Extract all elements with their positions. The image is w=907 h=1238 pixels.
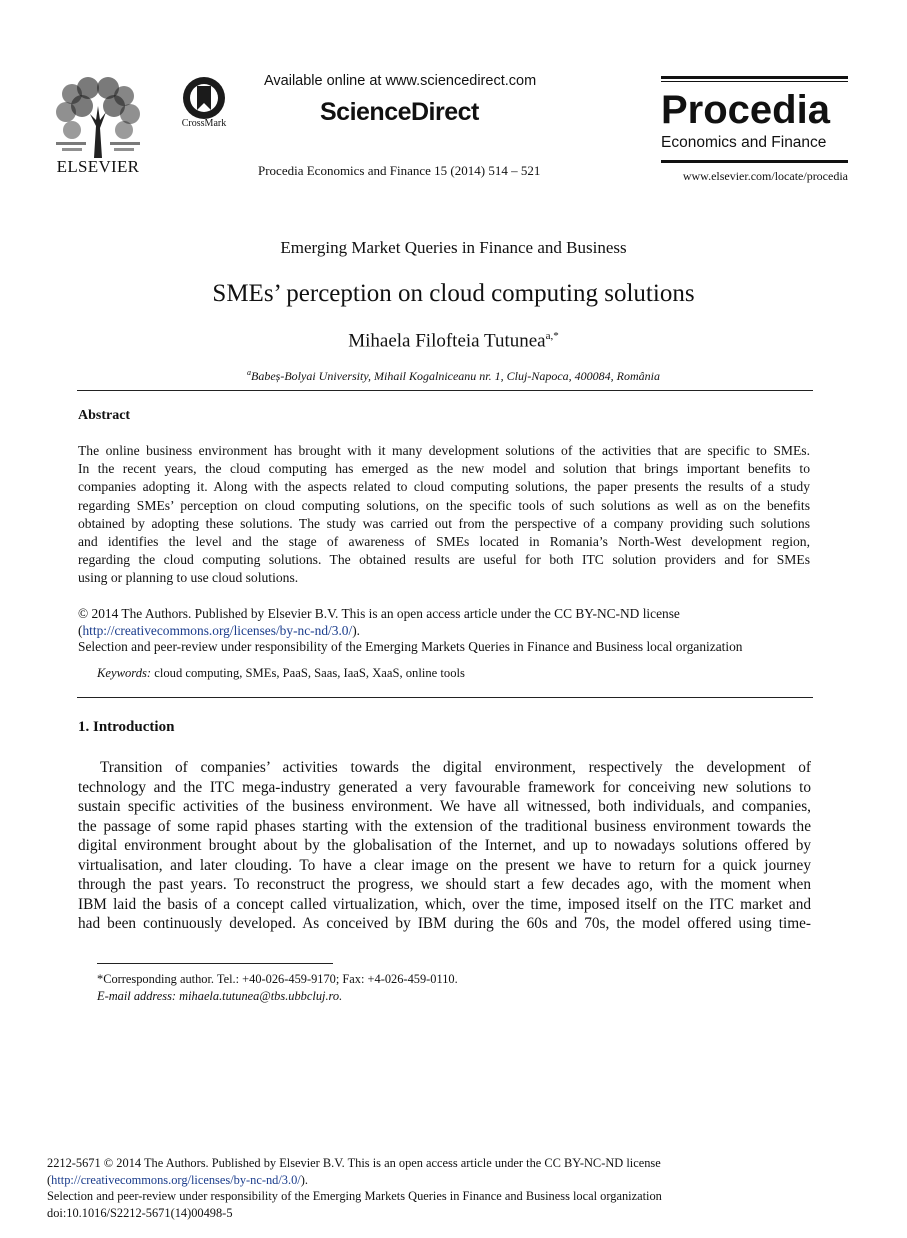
publisher-name: ELSEVIER bbox=[56, 157, 140, 176]
body-line: digital environment brought about by the globalisation of the Internet, and up to nowadays solutions offered by bbox=[78, 837, 811, 854]
body-line: technology and the ITC mega-industry generated a very favourable framework for conceiving new solutions to bbox=[78, 778, 811, 796]
issn-line: 2212-5671 © 2014 The Authors. Published by Elsevier B.V. This is an open access article under the CC BY-NC-ND license bbox=[47, 1156, 661, 1170]
body-line: the passage of some rapid phases starting with the extension of the traditional business environment towards the bbox=[78, 817, 811, 835]
author-line bbox=[0, 330, 907, 352]
email-line bbox=[97, 988, 458, 1005]
bottom-notice bbox=[47, 1155, 662, 1221]
corresponding-author: *Corresponding author. Tel.: +40-026-459-9170; Fax: +4-026-459-0110. bbox=[97, 972, 458, 986]
author-superscript: a,* bbox=[545, 330, 559, 342]
body-line: virtualisation, and later clouding. To have a clear image on the present we have to return for a quick journey bbox=[78, 856, 811, 874]
crossmark-icon[interactable] bbox=[182, 76, 226, 120]
journal-url[interactable]: www.elsevier.com/locate/procedia bbox=[682, 169, 848, 183]
journal-citation: Procedia Economics and Finance 15 (2014) 514 – 521 bbox=[258, 163, 541, 178]
journal-logo bbox=[661, 76, 848, 184]
peer-review-text: Selection and peer-review under responsibility of the Emerging Markets Queries in Finance and Business local organization bbox=[78, 639, 743, 654]
body-line: IBM laid the basis of a concept called virtualization, which, over the time, imposed itself on the ITC market and bbox=[78, 895, 811, 913]
body-line: Transition of companies’ activities towards the digital environment, respectively the development of bbox=[100, 759, 811, 776]
abstract-line: obtained by adopting these solutions. The study was carried out from the perspective of a company providing such solutions bbox=[78, 515, 810, 531]
abstract-line: and identifies the level and the stage of awareness of SMEs located in Romania’s North-West development region, bbox=[78, 534, 810, 550]
abstract-line: companies adopting it. Along with the aspects related to cloud computing solutions, the paper presents the results of a study bbox=[78, 479, 810, 495]
body-line: through the past years. To reconstruct the progress, we should start a few decades ago, with the moment when bbox=[78, 876, 811, 893]
bottom-license-line: (http://creativecommons.org/licenses/by-nc-nd/3.0/). bbox=[47, 1172, 308, 1187]
abstract-body bbox=[78, 442, 810, 588]
license-link[interactable]: http://creativecommons.org/licenses/by-nc-nd/3.0/ bbox=[82, 622, 353, 638]
abstract-heading: Abstract bbox=[78, 408, 131, 423]
abstract-line: using or planning to use cloud solutions. bbox=[78, 570, 299, 586]
divider bbox=[77, 697, 813, 698]
article-title: SMEs’ perception on cloud computing solutions bbox=[212, 280, 695, 307]
available-online-text: Available online at www.sciencedirect.com bbox=[264, 73, 537, 89]
doi[interactable]: doi:10.1016/S2212-5671(14)00498-5 bbox=[47, 1205, 233, 1220]
journal-subtitle: Economics and Finance bbox=[661, 134, 827, 151]
affiliation bbox=[0, 368, 907, 384]
abstract-line: The online business environment has brought with it many development solutions of the activities that are specific to SMEs. bbox=[78, 443, 810, 458]
bottom-peer-review: Selection and peer-review under responsibility of the Emerging Markets Queries in Finance and Business local organization bbox=[47, 1189, 662, 1203]
journal-title: Procedia bbox=[661, 88, 830, 132]
divider bbox=[661, 81, 848, 82]
keywords-text: cloud computing, SMEs, PaaS, Saas, IaaS, XaaS, online tools bbox=[154, 666, 465, 680]
copyright-block bbox=[78, 606, 818, 656]
footnote bbox=[97, 971, 458, 1005]
copyright-text: © 2014 The Authors. Published by Elsevier B.V. This is an open access article under the CC BY-NC-ND license bbox=[78, 606, 680, 621]
body-line: had been continuously developed. As conceived by IBM during the 60s and 70s, the model offered using time- bbox=[78, 915, 811, 932]
bottom-license-link[interactable]: http://creativecommons.org/licenses/by-nc-nd/3.0/ bbox=[51, 1172, 301, 1187]
divider bbox=[77, 390, 813, 391]
elsevier-tree-logo-icon bbox=[52, 76, 144, 158]
affiliation-superscript: a bbox=[247, 368, 252, 377]
divider bbox=[661, 160, 848, 163]
footnote-divider bbox=[97, 963, 333, 964]
keywords bbox=[97, 666, 465, 681]
abstract-line: regarding SMEs’ perception on cloud computing solutions, on the specific tools of such solutions as well as on the benefits bbox=[78, 497, 810, 513]
section-heading: 1. Introduction bbox=[78, 719, 175, 735]
email-label: E-mail address: bbox=[97, 989, 177, 1003]
keywords-label: Keywords: bbox=[97, 666, 152, 680]
license-line: (http://creativecommons.org/licenses/by-nc-nd/3.0/). bbox=[78, 622, 361, 638]
abstract-line: In the recent years, the cloud computing has emerged as the new model and solution that brings important benefits to bbox=[78, 461, 810, 477]
divider bbox=[661, 76, 848, 79]
crossmark-label: CrossMark bbox=[181, 118, 227, 129]
abstract-line: regarding the cloud computing solutions. The obtained results are useful for both ITC solution providers and for SMEs bbox=[78, 552, 810, 568]
email-address[interactable]: mihaela.tutunea@tbs.ubbcluj.ro. bbox=[179, 989, 343, 1003]
conference-name: Emerging Market Queries in Finance and Business bbox=[280, 238, 627, 257]
sciencedirect-logo: ScienceDirect bbox=[320, 98, 479, 126]
body-line: sustain specific activities of the business environment. We have all witnessed, both individuals, and companies, bbox=[78, 798, 811, 815]
affiliation-text: Babeș-Bolyai University, Mihail Kogalniceanu nr. 1, Cluj-Napoca, 400084, România bbox=[251, 369, 660, 383]
author-name: Mihaela Filofteia Tutunea bbox=[348, 330, 546, 352]
introduction-body bbox=[78, 758, 811, 934]
